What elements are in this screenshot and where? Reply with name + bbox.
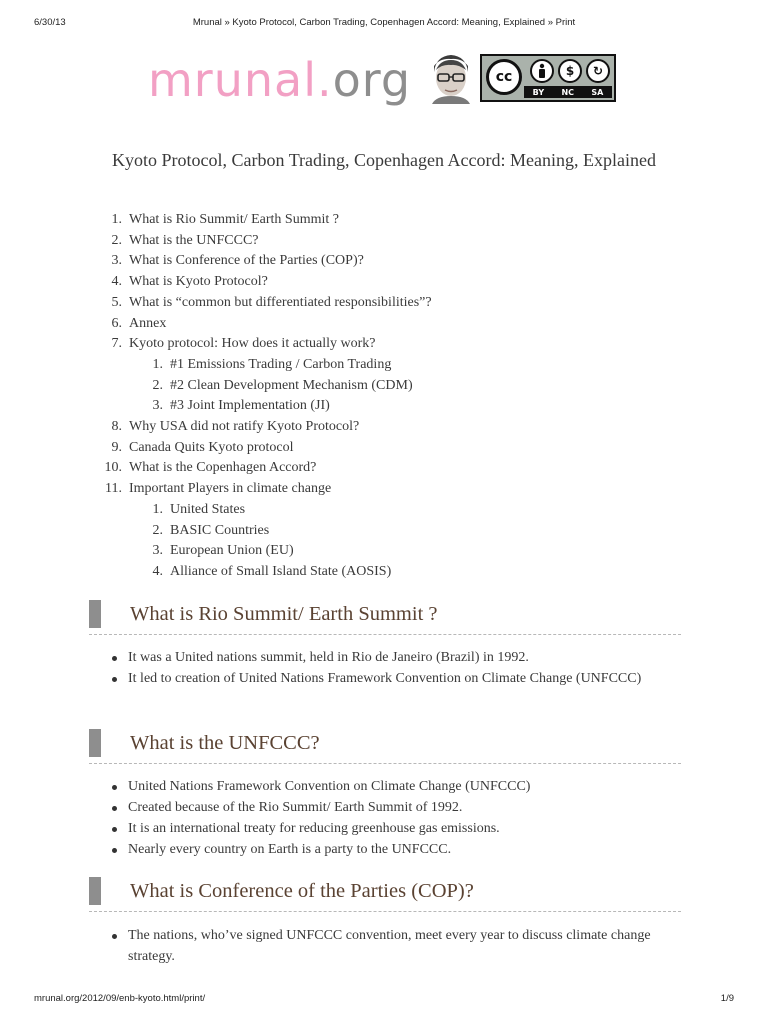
toc-item-text: Important Players in climate change [129,481,332,497]
toc-item-text: Alliance of Small Island State (AOSIS) [170,563,392,579]
logo-main: mrunal [148,53,317,107]
section-heading-text: What is Rio Summit/ Earth Summit ? [130,603,438,625]
bullet-dot [112,656,117,661]
list-item-text: It is an international treaty for reducing greenhouse gas emissions. [128,821,500,836]
toc-item-text: European Union (EU) [170,543,294,559]
toc-item-text: Why USA did not ratify Kyoto Protocol? [129,419,360,434]
toc-subitem[interactable] [152,541,294,561]
sa-icon: ↻ [586,59,610,83]
toc-item-text: #3 Joint Implementation (JI) [170,398,330,414]
toc-item-number: 2. [111,232,122,248]
list-item [128,926,688,968]
list-item [128,777,688,798]
toc-subitem[interactable] [152,500,246,520]
cc-nc-label: NC [561,87,575,97]
toc-item-number: 3. [152,398,163,414]
toc-item-number: 1. [111,212,122,227]
toc-item[interactable] [111,210,339,230]
cc-terms-strip [524,86,612,98]
heading-accent-bar [89,877,101,905]
toc-item-text: BASIC Countries [170,522,270,538]
list-item-text: United Nations Framework Convention on Climate Change (UNFCCC) [128,779,531,794]
list-item [128,648,688,669]
toc-item[interactable] [111,417,360,437]
toc-item-number: 3. [111,253,122,269]
print-footer [0,993,768,1007]
bullet-dot [112,934,117,939]
toc-item-text: United States [170,501,246,517]
list-item-text: It led to creation of United Nations Framework Convention on Climate Change (UNFCCC) [128,671,642,686]
section-heading-cop [89,877,681,912]
toc-item-number: 4. [111,274,122,290]
bullet-dot [112,806,117,811]
bullet-dot [112,677,117,682]
toc-subitem[interactable] [152,355,392,375]
toc-item-number: 1. [152,501,163,517]
toc-item[interactable] [105,479,332,499]
bullet-dot [112,827,117,832]
bullet-dot [112,785,117,790]
toc-item-number: 8. [111,419,122,434]
toc-item[interactable] [111,293,432,313]
list-item [128,819,688,840]
list-item [128,669,688,690]
toc-item-text: Annex [129,315,167,331]
toc-item-number: 6. [111,315,122,331]
section-heading-text: What is Conference of the Parties (COP)? [130,880,474,902]
toc-item[interactable] [111,314,167,334]
author-avatar [428,52,474,104]
print-page-title: Mrunal » Kyoto Protocol, Carbon Trading, Copenhagen Accord: Meaning, Explained » Print [192,17,576,28]
list-item-text: It was a United nations summit, held in Rio de Janeiro (Brazil) in 1992. [128,650,529,665]
toc-subitem[interactable] [152,562,392,582]
cc-sa-label: SA [591,87,604,97]
toc-item-number: 3. [152,543,163,559]
masthead [148,52,620,108]
toc-item-number: 10. [104,460,122,476]
heading-accent-bar [89,600,101,628]
toc-item[interactable] [111,251,364,271]
toc-item[interactable] [104,458,317,478]
list-item [128,798,688,819]
nc-icon: $ [558,59,582,83]
toc-subitem[interactable] [152,521,270,541]
document-title: Kyoto Protocol, Carbon Trading, Copenhagen Accord: Meaning, Explained [112,150,656,170]
cc-license-badge[interactable] [480,54,616,102]
list-item [128,840,688,861]
toc-item-text: Kyoto protocol: How does it actually work? [129,336,376,352]
heading-accent-bar [89,729,101,757]
toc-item[interactable] [111,272,268,292]
page-number: 1/9 [720,993,734,1004]
toc-item-text: #2 Clean Development Mechanism (CDM) [170,377,413,393]
page-url: mrunal.org/2012/09/enb-kyoto.html/print/ [34,993,206,1004]
toc-subitem[interactable] [152,376,413,396]
list-item-text: Created because of the Rio Summit/ Earth Summit of 1992. [128,800,463,815]
toc-item-number: 2. [152,377,163,393]
section-heading-text: What is the UNFCCC? [130,732,320,754]
print-header [0,17,768,31]
toc-item-text: What is Rio Summit/ Earth Summit ? [129,212,339,227]
section-heading-unfccc [89,729,681,764]
toc-item-number: 7. [111,336,122,352]
toc-item-number: 2. [152,522,163,538]
section-heading-rio-summit [89,600,681,635]
list-item-text: Nearly every country on Earth is a party to the UNFCCC. [128,842,452,857]
toc-item-number: 1. [152,356,163,372]
print-date: 6/30/13 [34,17,66,28]
toc-item-text: What is the UNFCCC? [129,232,259,248]
toc-item[interactable] [111,438,294,458]
by-icon [530,59,554,83]
site-logo[interactable] [148,52,411,108]
toc-item-text: What is “common but differentiated responsibilities”? [129,294,432,310]
logo-org: org [332,53,412,107]
toc-item-text: Canada Quits Kyoto protocol [129,439,294,455]
toc-item-number: 5. [111,294,122,310]
toc-item[interactable] [111,334,376,354]
toc-item[interactable] [111,231,259,251]
toc-item-text: What is Conference of the Parties (COP)? [129,253,364,269]
toc-subitem[interactable] [152,396,330,416]
logo-dot: . [317,53,333,107]
list-item-text: The nations, who’ve signed UNFCCC convention, meet every year to discuss climate change strategy. [128,928,651,964]
bullet-dot [112,848,117,853]
toc-item-text: What is Kyoto Protocol? [129,274,268,290]
cc-by-label: BY [532,87,545,97]
toc-item-text: What is the Copenhagen Accord? [129,460,317,476]
cc-icon: cc [486,59,522,95]
toc-item-number: 4. [152,563,163,579]
toc-item-text: #1 Emissions Trading / Carbon Trading [170,356,392,372]
toc-item-number: 9. [111,439,122,455]
toc-item-number: 11. [105,481,122,497]
